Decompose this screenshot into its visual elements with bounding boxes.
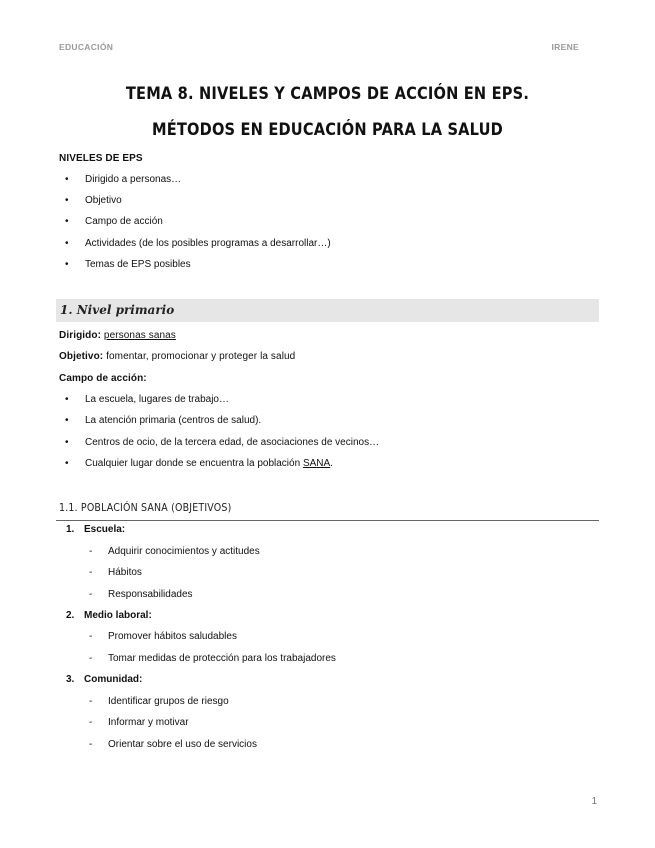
objetivo-label: Objetivo: — [59, 351, 104, 362]
list-item: - Identificar grupos de riesgo — [89, 696, 229, 707]
bullet-icon: • — [65, 415, 69, 426]
list-item: • Objetivo — [65, 195, 122, 206]
bullet-icon: • — [65, 394, 69, 405]
dirigido-line — [59, 330, 176, 341]
campo-label: Campo de acción: — [59, 373, 147, 384]
bullet-icon: • — [65, 195, 69, 206]
page-title-line-2: MÉTODOS EN EDUCACIÓN PARA LA SALUD — [152, 120, 503, 140]
bullet-icon: • — [65, 458, 69, 469]
bullet-icon: • — [65, 174, 69, 185]
list-item: • Centros de ocio, de la tercera edad, de asociaciones de vecinos… — [65, 437, 380, 448]
list-item: • Cualquier lugar donde se encuentra la población SANA. — [65, 458, 333, 469]
list-item: • Dirigido a personas… — [65, 174, 182, 185]
objetivo-line — [59, 351, 295, 362]
objetivo-value: fomentar, promocionar y proteger la salud — [106, 351, 296, 362]
section-title-nivel-primario: 1. Nivel primario — [60, 303, 175, 317]
numbered-item-medio-laboral: 2. Medio laboral: — [66, 610, 152, 621]
dirigido-label: Dirigido: — [59, 330, 102, 341]
sana-link: SANA — [302, 458, 331, 469]
list-item: - Responsabilidades — [89, 589, 193, 600]
bullet-icon: • — [65, 238, 69, 249]
header-author: IRENE — [551, 42, 579, 52]
bullet-icon: • — [65, 437, 69, 448]
list-item: - Hábitos — [89, 567, 142, 578]
list-item: • La escuela, lugares de trabajo… — [65, 394, 229, 405]
page-title-line-1: TEMA 8. NIVELES Y CAMPOS DE ACCIÓN EN EPS. — [125, 84, 530, 104]
list-item: - Adquirir conocimientos y actitudes — [89, 546, 260, 557]
list-item: • Actividades (de los posibles programas a desarrollar…) — [65, 238, 331, 249]
list-item: - Promover hábitos saludables — [89, 631, 237, 642]
dirigido-value: personas sanas — [103, 330, 176, 341]
niveles-heading: NIVELES DE EPS — [59, 153, 143, 164]
list-item: - Informar y motivar — [89, 717, 189, 728]
bullet-icon: • — [65, 216, 69, 227]
list-item: - Orientar sobre el uso de servicios — [89, 739, 257, 750]
numbered-item-escuela: 1. Escuela: — [66, 524, 126, 535]
header-subject: EDUCACIÓN — [59, 42, 114, 52]
subsection-title-poblacion-sana: 1.1. POBLACIÓN SANA (OBJETIVOS) — [59, 502, 232, 514]
list-item: • Temas de EPS posibles — [65, 259, 191, 270]
numbered-item-comunidad: 3. Comunidad: — [66, 674, 143, 685]
list-item: - Tomar medidas de protección para los trabajadores — [89, 653, 336, 664]
list-item: • Campo de acción — [65, 216, 163, 227]
bullet-icon: • — [65, 259, 69, 270]
subsection-divider — [56, 520, 599, 521]
page-number: 1 — [591, 796, 597, 807]
list-item: • La atención primaria (centros de salud). — [65, 415, 262, 426]
